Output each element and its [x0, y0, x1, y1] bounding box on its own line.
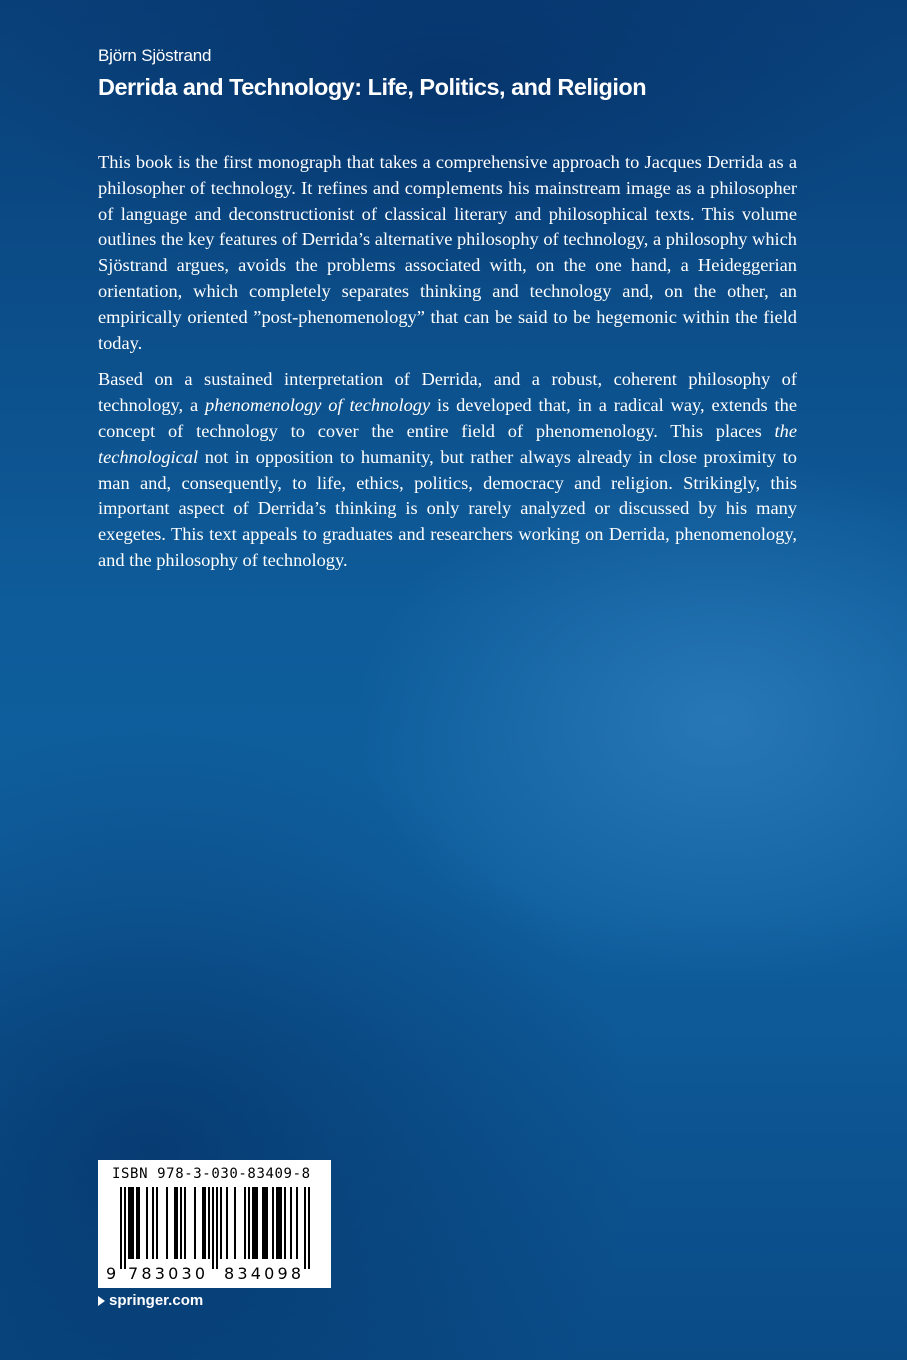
author-name: Björn Sjöstrand [98, 46, 212, 65]
barcode-bar [184, 1187, 186, 1259]
barcode-bar [176, 1187, 178, 1259]
barcode-bar [174, 1187, 176, 1259]
blurb-p2-text-a: Based on a sustained interpretation of Derrida, and a robust, coherent philosophy of technology, a [98, 369, 797, 416]
book-title: Derrida and Technology: Life, Politics, and Religion [98, 74, 647, 100]
barcode-bar [146, 1187, 148, 1259]
barcode-bar [212, 1187, 214, 1269]
barcode-bar [138, 1187, 140, 1259]
barcode-bar [276, 1187, 278, 1259]
barcode-bar [290, 1187, 292, 1259]
barcode-bar [266, 1187, 268, 1259]
blurb-paragraph-1: This book is the first monograph that takes a comprehensive approach to Jacques Derrida as a philosopher of technology. It refines and complements his mainstream image as a philosopher of language and deconstructionist of classical literary and philosophical texts. This volume outlines the key features of Derrida’s alternative philosophy of technology, a philosophy which Sjöstrand argues, avoids the problems associated with, on the one hand, a Heideggerian orientation, which completely separates thinking and technology and, on the other, an empirically oriented ”post-phenomenology” that can be said to be hegemonic within the field today. [98, 152, 798, 353]
barcode-bar [262, 1187, 264, 1259]
barcode-bar [308, 1187, 310, 1269]
barcode-bar [296, 1187, 298, 1259]
barcode-bar [124, 1187, 126, 1269]
barcode-bar [136, 1187, 138, 1259]
blurb-p2-emphasis-1: phenomenology of technology [205, 395, 431, 416]
barcode-bar [252, 1187, 254, 1259]
barcode-bar [284, 1187, 286, 1259]
barcode-bar [272, 1187, 274, 1259]
publisher-website-text: springer.com [109, 1292, 204, 1309]
publisher-website [98, 1292, 203, 1309]
blurb-p2-emphasis-2: the technological [98, 420, 797, 467]
barcode-bar [166, 1187, 168, 1259]
barcode-bar [156, 1187, 158, 1259]
barcode-bar [132, 1187, 134, 1259]
blurb-p2-text-c: not in opposition to humanity, but rather always already in close proximity to man and, consequently, to life, ethics, politics, democracy and religion. Strikingly, this important aspect of Derrida’s thinking is only rarely analyzed or discussed by his many exegetes. This text appeals to graduates and researchers working on Derrida, phenomenology, and the philosophy of technology. [98, 446, 797, 570]
barcode-bar [204, 1187, 206, 1259]
blurb-paragraph-2 [98, 367, 797, 573]
barcode-bar [280, 1187, 282, 1259]
ean-left-digits: 783030 [128, 1264, 209, 1283]
barcode-bar [130, 1187, 132, 1259]
barcode-bar [254, 1187, 256, 1259]
isbn-label: ISBN 978-3-030-83409-8 [112, 1166, 311, 1182]
barcode-bar [248, 1187, 250, 1259]
blurb-p2-text-b: is developed that, in a radical way, extends the concept of technology to cover the entire field of phenomenology. This places [98, 395, 798, 441]
barcode-bar [234, 1187, 236, 1259]
barcode-bar [202, 1187, 204, 1259]
barcode-bar [264, 1187, 266, 1259]
ean-first-digit: 9 [106, 1264, 117, 1283]
barcode-bar [216, 1187, 218, 1269]
barcode-bar [244, 1187, 246, 1259]
barcode-bar [194, 1187, 196, 1259]
ean-right-digits: 834098 [224, 1264, 305, 1283]
barcode-bar [208, 1187, 210, 1259]
barcode-bar [120, 1187, 122, 1269]
barcode-bar [152, 1187, 154, 1259]
barcode-bar [226, 1187, 228, 1259]
barcode-bar [304, 1187, 306, 1269]
barcode-bar [180, 1187, 182, 1259]
isbn-barcode [98, 1160, 331, 1288]
barcode-bar [220, 1187, 222, 1259]
blurb-text [98, 150, 797, 585]
barcode-bar [278, 1187, 280, 1259]
barcode-bar [128, 1187, 130, 1259]
barcode-bar [256, 1187, 258, 1259]
triangle-right-icon [98, 1296, 105, 1306]
